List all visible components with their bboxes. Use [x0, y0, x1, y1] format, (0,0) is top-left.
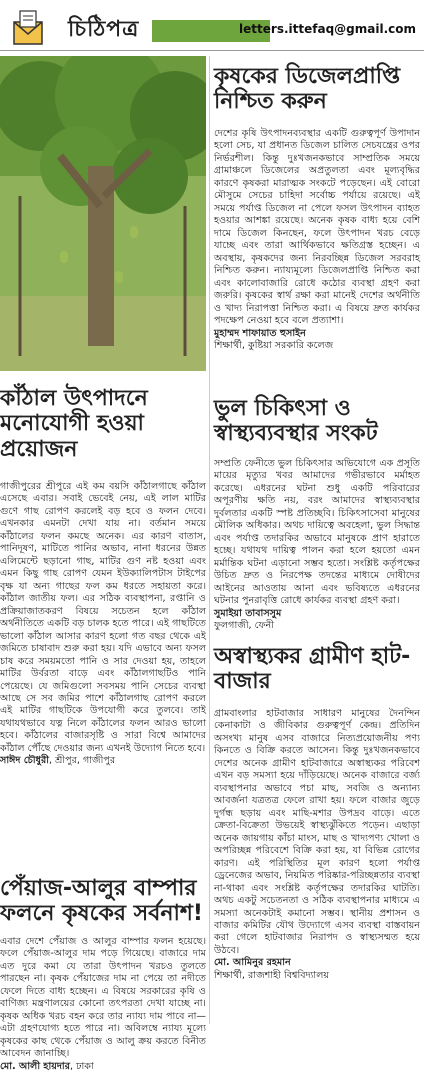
article-headline: ভুল চিকিৎসা ও স্বাস্থ্যব্যবস্থার সংকট: [214, 396, 378, 447]
article-headline: অস্বাস্থ্যকর গ্রামীণ হাট-বাজার: [214, 644, 411, 695]
tree-illustration: [0, 56, 206, 371]
article-headline: পেঁয়াজ-আলুর বাম্পার ফলনে কৃষকের সর্বনাশ!: [0, 876, 203, 927]
article-body: [214, 708, 420, 982]
letters-email[interactable]: letters.ittefaq@gmail.com: [239, 22, 416, 36]
article-body: [214, 128, 420, 352]
article-body: [214, 458, 420, 633]
article-headline: কৃষকের ডিজেলপ্রাপ্তি নিশ্চিত করুন: [214, 64, 401, 115]
letter-envelope-icon: [8, 8, 48, 46]
header-divider: [0, 50, 424, 51]
jackfruit-tree-photo: [0, 56, 206, 371]
article-author: সাঈদ চৌধুরী: [0, 755, 49, 767]
left-column: [0, 56, 206, 1072]
article-text: এবার দেশে পেঁয়াজ ও আলুর বাম্পার ফলন হয়েছে। ফলে পেঁয়াজ-আলুর দাম পড়ে গিয়েছে। বাজারে দাম এত দুরে কমা যে তারা উৎপাদন খরচও তুলতে পারছেন না। কৃষক পেঁয়াজের দাম না পেয়ে তা নদীতে ফেলে দিতে বাধ্য হচ্ছেন। এ বিষয়ে সরকারের কৃষি ও বাণিজ্য মন্ত্রণালয়ের কোনো তৎপরতা দেখা যাচ্ছে না। কৃষক অধিক খরচ বহন করে তার ন্যায্য দাম পাবে না—এটা গ্রহণযোগ্য হতে পারে না। অবিলম্বে ন্যায্য মূল্যে কৃষকের কাছ থেকে পেঁয়াজ ও আলু ক্রয় করতে বিনীত আবেদন জানাচ্ছি।: [0, 936, 206, 1060]
article-headline: কাঁঠাল উৎপাদনে মনোযোগী হওয়া প্রয়োজন: [0, 386, 148, 462]
right-column: [214, 56, 420, 1024]
author-location: শিক্ষার্থী, কুষ্টিয়া সরকারি কলেজ: [214, 339, 334, 351]
author-location: শিক্ষার্থী, রাজশাহী বিশ্ববিদ্যালয়: [214, 969, 330, 981]
article-text: গ্রামবাংলার হাটবাজার সাধারণ মানুষের দৈনন্দিন কেনাকাটা ও জীবিকার গুরুত্বপূর্ণ কেন্দ্র। প্রতিদিন অসংখ্য মানুষ এসব বাজারে নিত্যপ্রয়োজনীয় পণ্য কিনতে ও বিক্রি করতে আসেন। কিন্তু দুঃখজনকভাবে দেশের অনেক গ্রামীণ হাটবাজারে অস্বাস্থ্যকর পরিবেশ এখন বড় সমস্যা হয়ে দাঁড়িয়েছে। অনেক বাজারে বর্জ্য ব্যবস্থাপনার অভাবে পচা মাছ, সবজি ও অন্যান্য আবর্জনা যত্রতত্র ফেলে রাখা হয়। ফলে বাজার জুড়ে দুর্গন্ধ ছড়ায় এবং মাছি-মশার উপদ্রব বাড়ে। এতে ক্রেতা-বিক্রেতা উভয়েই স্বাস্থ্যঝুঁকিতে পড়েন। এছাড়া অনেক জায়গায় কাঁচা মাংস, মাছ ও খাদ্যপণ্য খোলা ও অপরিচ্ছন্ন পরিবেশে বিক্রি করা হয়, যা বিভিন্ন রোগের কারণ। এই পরিস্থিতির মূল কারণ হলো পর্যাপ্ত ড্রেনেজের অভাব, নিয়মিত পরিষ্কার-পরিচ্ছন্নতার ব্যবস্থা না-থাকা এবং সংশ্লিষ্ট কর্তৃপক্ষের তদারকির ঘাটতি। অথচ একটু সচেতনতা ও সঠিক ব্যবস্থাপনার মাধ্যমে এ সমস্যা অনেকটাই কমানো সম্ভব। স্থানীয় প্রশাসন ও বাজার কমিটির যৌথ উদ্যোগে এসব ব্যবস্থা বাস্তবায়ন করা গেলে হাটবাজার নিরাপদ ও স্বাস্থ্যসম্মত হয়ে উঠবে।: [214, 708, 420, 956]
article-author: সুমাইয়া তাবাসসুম: [214, 607, 282, 619]
section-header: [0, 0, 424, 52]
article-body: গাজীপুরের শ্রীপুরে এই কম বয়সি কাঁঠালগাছে কাঁঠাল এসেছে এবার। সবাই ভেবেই নেয়, এই লাল মাটির গুণে গাছ রোপণ করলেই বড় হবে ও ফলন দেবে। এখনকার এমনটা দেখা যায় না। বর্তমান সময়ে কাঁঠালের ফলন কমছে অনেক। এর কারণ বাতাস, পানিদূষণ, মাটিতে পানির অভাব, নানা ধরনের উন্নত এলিমেন্টে ছড়ানো গাছ, মাটির গুণ নষ্ট হওয়া এবং এমন কিছু গাছ রোপণ যেমন ইউক্যালিপটাস টাইপের বৃক্ষ যা অন্য গাছের ফল কম ধরতে সহায়তা করে। কাঁঠাল জাতীয় ফল। এর সঠিক ব্যবস্থাপনা, রপ্তানি ও প্রক্রিয়াজাতকরণ বিষয়ে সচেতন হলে কাঁঠাল অর্থনীতিতে একটি বড় চালক হতে পারে। এই গাছটিতে ভালো কাঁঠাল আসার কারণ হলো গত বছর থেকে এই জমিতে চাষাবাদ শুরু করা হয়। যদি এভাবে অন্য ফসল চাষ করে সময়মতো পানি ও সার দেওয়া হয়, তাহলে মাটির উর্বরতা বাড়ে এবং কাঁঠালগাছটিও পানি পেয়েছে। যে জমিগুলো সবসময় পানি সেচের ব্যবস্থা আছে সে সব জমির পাশে কাঁঠালগাছ রোপণ করলে এই মাটির গাছটিকে উপযোগী করে তুলবে। তাই যথাযথভাবে যত্ন নিলে কাঁঠালের ফলন আরও ভালো হবে। কাঁঠালের বাজারসৃষ্টি ও সারা বিশ্বে আমাদের কাঁঠাল পৌঁছে দেওয়ার জন্য এখনই উদ্যোগ নিতে হবে। সাঈদ চৌধুরী, শ্রীপুর, গাজীপুর: [0, 481, 206, 767]
author-location: ঢাকা: [76, 1060, 94, 1072]
article-body: এবার দেশে পেঁয়াজ ও আলুর বাম্পার ফলন হয়েছে। ফলে পেঁয়াজ-আলুর দাম পড়ে গিয়েছে। বাজারে দাম এত দুরে কমা যে তারা উৎপাদন খরচও তুলতে পারছেন না। কৃষক পেঁয়াজের দাম না পেয়ে তা নদীতে ফেলে দিতে বাধ্য হচ্ছেন। এ বিষয়ে সরকারের কৃষি ও বাণিজ্য মন্ত্রণালয়ের কোনো তৎপরতা দেখা যাচ্ছে না। কৃষক অধিক খরচ বহন করে তার ন্যায্য দাম পাবে না—এটা গ্রহণযোগ্য হতে পারে না। অবিলম্বে ন্যায্য মূল্যে কৃষকের কাছ থেকে পেঁয়াজ ও আলু ক্রয় করতে বিনীত আবেদন জানাচ্ছি। মো. আলী হায়দার, ঢাকা: [0, 936, 206, 1072]
author-location: শ্রীপুর, গাজীপুর: [55, 755, 116, 767]
section-title: চিঠিপত্র: [68, 17, 140, 42]
author-location: ফুলগাজী, ফেনী: [214, 620, 275, 632]
article-author: মুহাম্মদ শাফায়াত হুসাইন: [214, 327, 306, 339]
article-author: মো. আমিনুর রহমান: [214, 957, 291, 969]
article-text: সম্প্রতি ফেনীতে ভুল চিকিৎসার অভিযোগে এক প্রসূতি মায়ের মৃত্যুর খবর আমাদের গভীরভাবে মর্মাহত করেছে। এধরনের ঘটনা শুধু একটি পরিবারের অপূরণীয় ক্ষতি নয়, বরং আমাদের স্বাস্থ্যব্যবস্থার দুর্বলতার একটি স্পষ্ট প্রতিচ্ছবি। চিকিৎসাসেবা মানুষের মৌলিক অধিকার। অথচ দায়িত্বে অবহেলা, ভুল সিদ্ধান্ত এবং পর্যাপ্ত তদারকির অভাবে মানুষকে প্রাণ হারাতে হচ্ছে। যথাযথ দায়িত্ব পালন করা হলে হয়তো এমন মর্মান্তিক ঘটনা এড়ানো সম্ভব হতো। সংশ্লিষ্ট কর্তৃপক্ষের উচিত দ্রুত ও নিরপেক্ষ তদন্তের মাধ্যমে দোষীদের আইনের আওতায় আনা এবং ভবিষ্যতে এধরনের ঘটনার পুনরাবৃত্তি রোধে কার্যকর ব্যবস্থা গ্রহণ করা।: [214, 458, 420, 607]
article-author: মো. আলী হায়দার: [0, 1060, 70, 1072]
article-text: গাজীপুরের শ্রীপুরে এই কম বয়সি কাঁঠালগাছে কাঁঠাল এসেছে এবার। সবাই ভেবেই নেয়, এই লাল মাটির গুণে গাছ রোপণ করলেই বড় হবে ও ফলন দেবে। এখনকার এমনটা দেখা যায় না। বর্তমান সময়ে কাঁঠালের ফলন কমছে অনেক। এর কারণ বাতাস, পানিদূষণ, মাটিতে পানির অভাব, নানা ধরনের উন্নত এলিমেন্টে ছড়ানো গাছ, মাটির গুণ নষ্ট হওয়া এবং এমন কিছু গাছ রোপণ যেমন ইউক্যালিপটাস টাইপের বৃক্ষ যা অন্য গাছের ফল কম ধরতে সহায়তা করে। কাঁঠাল জাতীয় ফল। এর সঠিক ব্যবস্থাপনা, রপ্তানি ও প্রক্রিয়াজাতকরণ বিষয়ে সচেতন হলে কাঁঠাল অর্থনীতিতে একটি বড় চালক হতে পারে। এই গাছটিতে ভালো কাঁঠাল আসার কারণ হলো গত বছর থেকে এই জমিতে চাষাবাদ শুরু করা হয়। যদি এভাবে অন্য ফসল চাষ করে সময়মতো পানি ও সার দেওয়া হয়, তাহলে মাটির উর্বরতা বাড়ে এবং কাঁঠালগাছটিও পানি পেয়েছে। যে জমিগুলো সবসময় পানি সেচের ব্যবস্থা আছে সে সব জমির পাশে কাঁঠালগাছ রোপণ করলে এই মাটির গাছটিকে উপযোগী করে তুলবে। তাই যথাযথভাবে যত্ন নিলে কাঁঠালের ফলন আরও ভালো হবে। কাঁঠালের বাজারসৃষ্টি ও সারা বিশ্বে আমাদের কাঁঠাল পৌঁছে দেওয়ার জন্য এখনই উদ্যোগ নিতে হবে।: [0, 481, 206, 754]
article-text: দেশের কৃষি উৎপাদনব্যবস্থার একটি গুরুত্বপূর্ণ উপাদান হলো সেচ, যা প্রধানত ডিজেল চালিত সেচযন্ত্রের ওপর নির্ভরশীল। কিন্তু দুঃখজনকভাবে সাম্প্রতিক সময়ে গ্রামাঞ্চলে ডিজেলের অপ্রতুলতা এবং মূল্যবৃদ্ধির কারণে কৃষকরা মারাত্মক সংকটে পড়েছেন। এই বোরো মৌসুমে সেচের চাহিদা সর্বোচ্চ পর্যায়ে রয়েছে। এই সময়ে পর্যাপ্ত ডিজেল না পেলে ফসল উৎপাদন ব্যাহত হওয়ার আশঙ্কা রয়েছে। অনেক কৃষক বাধ্য হয়ে বেশি দামে ডিজেল কিনছেন, ফলে উৎপাদন খরচ বেড়ে যাচ্ছে এবং তারা আর্থিকভাবে ক্ষতিগ্রস্ত হচ্ছেন। এ অবস্থায়, কৃষকদের জন্য নিরবচ্ছিন্ন ডিজেল সরবরাহ নিশ্চিত করুন। ন্যায্যমূল্যে ডিজেলপ্রাপ্তি নিশ্চিত করা এবং কালোবাজারি রোধে কঠোর ব্যবস্থা গ্রহণ করা জরুরি। কৃষকের স্বার্থ রক্ষা করা মানেই দেশের অর্থনীতি ও খাদ্য নিরাপত্তা নিশ্চিত করা। এ বিষয়ে দ্রুত কার্যকর পদক্ষেপ নেওয়া হবে বলে প্রত্যাশা।: [214, 128, 420, 327]
column-divider: [209, 56, 210, 1024]
